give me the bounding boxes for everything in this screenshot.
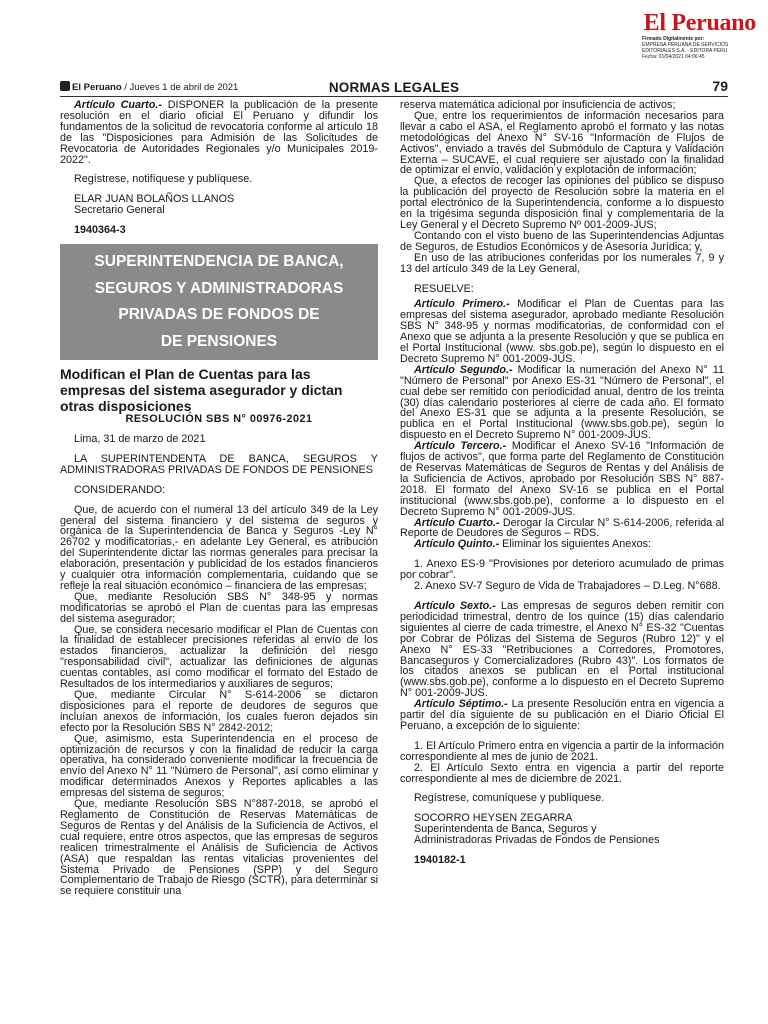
- paragraph: En uso de las atribuciones conferidas por los numerales 7, 9 y 13 del artículo 349 de la Ley General,: [400, 251, 724, 275]
- header-brand: El Peruano: [72, 82, 122, 93]
- authority: LA SUPERINTENDENTA DE BANCA, SEGUROS Y ADMINISTRADORAS PRIVADAS DE FONDOS DE PENSIONES: [60, 452, 378, 476]
- paragraph: Que, se considera necesario modificar el Plan de Cuentas con la finalidad de establecer precisiones referidas al envío de los estados financieros, actualizar la definición del riesgo "responsabilidad civil", actualizar las definiciones de algunas cuentas contables, así como modificar el formato del Estado de Resultados de los intermediarios y auxiliares de seguros;: [60, 623, 378, 691]
- signature-line-2: EMPRESA PERUANA DE SERVICIOS: [642, 42, 729, 48]
- signer-name: SOCORRO HEYSEN ZEGARRA: [414, 812, 573, 825]
- page-header: [60, 80, 728, 97]
- paragraph: Contando con el visto bueno de las Superintendencias Adjuntas de Seguros, de Estudios Económicos y de Asesoría Jurídica; y,: [400, 229, 724, 253]
- signer-role: Superintendenta de Banca, Seguros y: [414, 823, 597, 836]
- resuelve-heading: RESUELVE:: [414, 282, 474, 295]
- paragraph: reserva matemática adicional por insuficiencia de activos;: [400, 99, 676, 111]
- list-item: 2. Anexo SV-7 Seguro de Vida de Trabajadores – D.Leg. N°688.: [414, 580, 721, 593]
- paragraph: Que, asimismo, esta Superintendencia en el proceso de optimización de recursos y con la finalidad de reducir la carga operativa, ha considerado conveniente modificar la frecuencia de envío del Anexo N° 11 "Número de Personal", así como eliminar y modificar determinados Anexos y Reportes aplicables a las empresas del sistema de seguros;: [60, 732, 378, 800]
- paragraph: Que, mediante Circular N° S-614-2006 se dictaron disposiciones para el reporte de deudores de seguros que incluían anexos de información, los cuales fueron dejados sin efecto por la Resolución SBS N° 2842-2012;: [60, 689, 378, 734]
- paragraph: Que, mediante Resolución SBS N°887-2018, se aprobó el Reglamento de Constitución de Reservas Matemáticas de Seguros de Rentas y del Análisis de la Suficiencia de Activos, el cual requiere, entre otros aspectos, que las empresas de seguros realicen trimestralmente el Análisis de Suficiencia de Activos (ASA) que respaldan las rentas vitalicias provenientes del Sistema Privado de Pensiones (SPP) y del Seguro Complementario de Trabajo de Riesgo (SCTR), para determinar si se requiere constituir una: [60, 798, 378, 898]
- banner-line-2: SEGUROS Y ADMINISTRADORAS: [94, 279, 344, 297]
- article-tercero: Artículo Tercero.- Modificar el Anexo SV-16 "Información de flujos de activos", que forma parte del Reglamento de Constitución de Reservas Matemáticas de Seguros de Rentas y del Análisis de la Suficiencia de Activos, aprobado por Resolución SBS N° 887-2018. El formato del Anexo SV-16 se publica en el Portal institucional (www.sbs.gob.pe), conforme a lo dispuesto en el Decreto Supremo N° 001-2009-JUS.: [400, 440, 725, 518]
- left-column: [60, 100, 378, 897]
- section-title: NORMAS LEGALES: [328, 80, 460, 95]
- digital-signature-stamp: [642, 36, 760, 60]
- norm-title: Modifican el Plan de Cuentas para las empresas del sistema asegurador y dictan otras disposiciones: [60, 366, 343, 415]
- signature-line-1: Firmado Digitalmente por:: [642, 36, 705, 42]
- paragraph: Que, mediante Resolución SBS N° 348-95 y normas modificatorias se aprobó el Plan de cuentas para las empresas del sistema asegurador;: [60, 590, 378, 625]
- institution-banner: [60, 244, 378, 360]
- right-column: [400, 100, 724, 866]
- paragraph: Que, a efectos de recoger las opiniones del público se dispuso la publicación del proyecto de Resolución sobre la materia en el portal electrónico de la Superintendencia, conforme a lo dispuesto en la trigésima segunda disposición final y complementaria de la Ley General y el Decreto Supremo Nº 001-2009-JUS;: [400, 175, 724, 231]
- signer-role: Administradoras Privadas de Fondos de Pensiones: [414, 834, 660, 847]
- el-peruano-logo: El Peruano: [643, 10, 756, 36]
- list-item: 2. El Artículo Sexto entra en vigencia a partir del reporte correspondiente al mes de diciembre de 2021.: [400, 761, 724, 785]
- paragraph: Que, de acuerdo con el numeral 13 del artículo 349 de la Ley general del sistema financiero y del sistema de seguros y orgánica de la Superintendencia de Banca y Seguros -Ley N° 26702 y modificatorias,- en adelante Ley General, es atribución del Superintendente dictar las normas generales para precisar la elaboración, presentación y publicidad de los estados financieros y cualquier otra información complementaria, cuidando que se refleje la real situación económico – financiera de las empresas;: [60, 503, 378, 592]
- place-date: Lima, 31 de marzo de 2021: [74, 432, 206, 445]
- header-date: / Jueves 1 de abril de 2021: [124, 82, 239, 93]
- register-line: Regístrese, notifíquese y publíquese.: [74, 173, 253, 186]
- page-number: 79: [712, 78, 728, 94]
- signature-line-4: Fecha: 01/04/2021 04:06:45: [642, 54, 705, 60]
- paragraph: Que, entre los requerimientos de información necesarios para llevar a cabo el ASA, el Reglamento aprobó el formato y las notas metodológicas del Anexo N° SV-16 "Información de Flujos de Activos", enviado a través del Submódulo de Captura y Validación Externa – SUCAVE, el cual requiere ser ajustado con la finalidad de optimizar el envío, validación y explotación de información;: [400, 109, 724, 177]
- signer-name: ELAR JUAN BOLAÑOS LLANOS: [74, 193, 235, 206]
- article-segundo: Artículo Segundo.- Modificar la numeración del Anexo N° 11 "Número de Personal" por Anexo ES-31 "Número de Personal", el cual debe ser remitido con periodicidad anual, dentro de los treinta (30) días calendario posteriores al cierre de cada año. El formato del Anexo ES-31 que se adjunta a la presente Resolución, se publica en el Portal Institucional (www.sbs.gob.pe), según lo dispuesto en el Decreto Supremo N° 001-2009-JUS.: [400, 363, 724, 442]
- list-item: 1. Anexo ES-9 "Provisiones por deterioro acumulado de primas por cobrar".: [400, 558, 724, 582]
- resolution-number: RESOLUCIÓN SBS N° 00976-2021: [125, 413, 313, 426]
- banner-line-4: DE PENSIONES: [160, 332, 278, 350]
- publication-code: 1940182-1: [414, 854, 466, 867]
- banner-line-3: PRIVADAS DE FONDOS DE: [118, 306, 320, 324]
- article-primero: Artículo Primero.- Modificar el Plan de Cuentas para las empresas del sistema asegurador, aprobado mediante Resolución SBS N° 348-95 y normas modificatorias, de conformidad con el Anexo que se adjunta a la presente Resolución y que se publica en el Portal Institucional (www. sbs.gob.pe), según lo dispuesto en el Decreto Supremo N° 001-2009-JUS.: [400, 298, 724, 365]
- article-sexto: Artículo Sexto.- Las empresas de seguros deben remitir con periodicidad trimestral, dentro de los quince (15) días calendario siguientes al cierre de cada trimestre, el Anexo N° ES-32 "Cuentas por Cobrar de Pólizas del Sistema de Seguros (Rubro 12)" y el Anexo N° ES-33 "Retribuciones a Corredores, Promotores, Bancaseguros y Comercializadores (Rubro 43)". Los formatos de los citados anexos se publican en el Portal institucional (www.sbs.gob.pe), conforme a lo dispuesto en el Decreto Supremo N° 001-2009-JUS.: [400, 599, 724, 700]
- list-item: 1. El Artículo Primero entra en vigencia a partir de la información correspondiente al mes de junio de 2021.: [400, 739, 724, 763]
- article-cuarto: Artículo Cuarto.- DISPONER la publicación de la presente resolución en el diario oficial El Peruano y difundir los fundamentos de la solicitud de revocatoria conforme al artículo 18 de las "Disposiciones para Admisión de las Solicitudes de Revocatoria de Autoridades Regionales y/o Municipales 2019-2022".: [60, 99, 378, 166]
- publication-code: 1940364-3: [74, 224, 126, 237]
- article-septimo: Artículo Séptimo.- La presente Resolución entra en vigencia a partir del día siguiente de su publicación en el Diario Oficial El Peruano, a excepción de lo siguiente:: [400, 698, 724, 732]
- signer-role: Secretario General: [74, 204, 165, 217]
- register-line: Regístrese, comuníquese y publíquese.: [414, 792, 605, 805]
- banner-line-1: SUPERINTENDENCIA DE BANCA,: [94, 253, 344, 271]
- considering-heading: CONSIDERANDO:: [74, 483, 166, 496]
- signature-line-3: EDITORIALES S.A. - EDITORA PERU: [642, 48, 728, 54]
- article-cuarto: Artículo Cuarto.- Derogar la Circular N° S-614-2006, referida al Reporte de Deudores de Seguros – RDS.: [400, 516, 724, 540]
- article-quinto: Artículo Quinto.- Eliminar los siguientes Anexos:: [414, 538, 652, 551]
